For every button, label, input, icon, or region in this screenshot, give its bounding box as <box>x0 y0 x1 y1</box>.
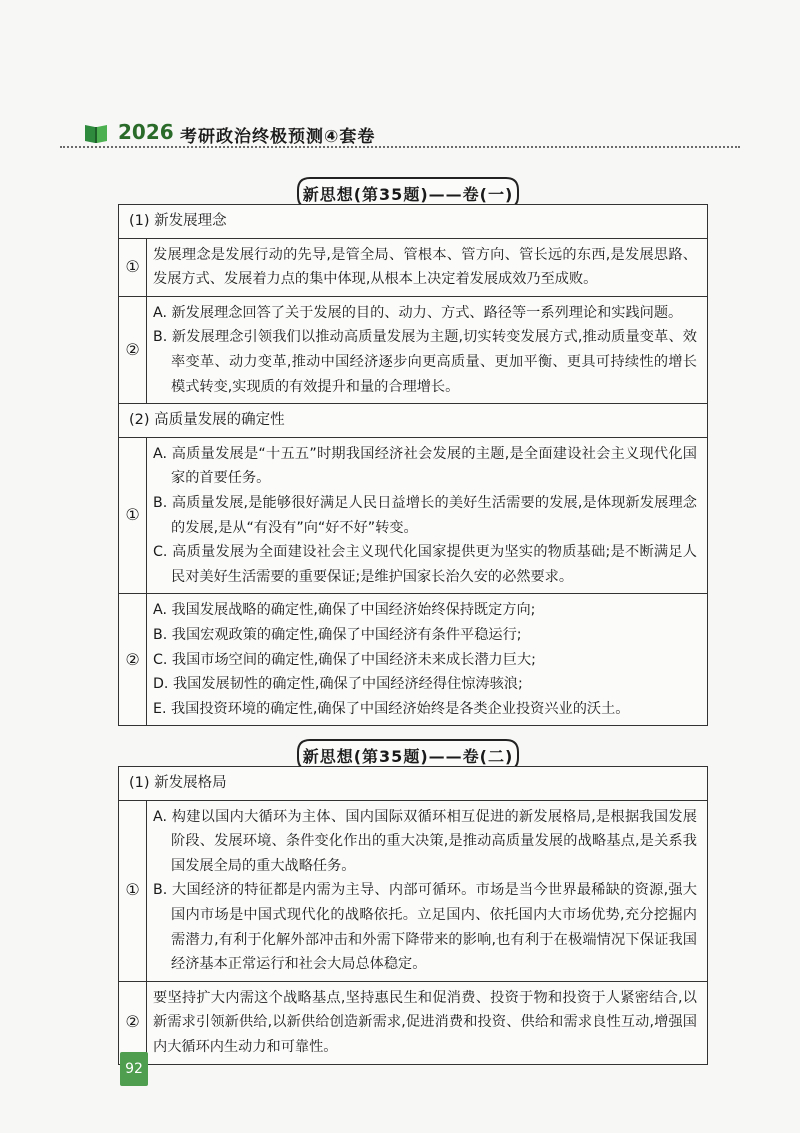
row-marker: ① <box>119 238 147 296</box>
row-marker: ② <box>119 981 147 1064</box>
list-item: B. 新发展理念引领我们以推动高质量发展为主题,切实转变发展方式,推动质量变革、效率变革、动力变革,推动中国经济逐步向更高质量、更加平衡、更具可持续性的增长模式转变,实现质的有效提升和量的合理增长。 <box>153 329 697 395</box>
block-heading: (1) 新发展理念 <box>119 205 708 239</box>
list-item: A. 高质量发展是“十五五”时期我国经济社会发展的主题,是全面建设社会主义现代化国家的首要任务。 <box>153 445 697 487</box>
row-marker: ② <box>119 594 147 726</box>
row-marker: ① <box>119 437 147 594</box>
book-icon <box>84 122 108 144</box>
block-heading: (1) 新发展格局 <box>119 767 708 801</box>
row-text: 发展理念是发展行动的先导,是管全局、管根本、管方向、管长远的东西,是发展思路、发展方式、发展着力点的集中体现,从根本上决定着发展成效乃至成败。 <box>147 238 708 296</box>
header-year: 2026 <box>118 120 174 144</box>
list-item: A. 我国发展战略的确定性,确保了中国经济始终保持既定方向; <box>153 602 536 619</box>
list-item: D. 我国发展韧性的确定性,确保了中国经济经得住惊涛骇浪; <box>153 676 523 693</box>
list-item: B. 高质量发展,是能够很好满足人民日益增长的美好生活需要的发展,是体现新发展理念的发展,是从“有没有”向“好不好”转变。 <box>153 494 697 536</box>
list-item: C. 我国市场空间的确定性,确保了中国经济未来成长潜力巨大; <box>153 651 536 668</box>
header-divider <box>60 146 740 148</box>
list-item: B. 我国宏观政策的确定性,确保了中国经济有条件平稳运行; <box>153 626 522 643</box>
list-item: A. 构建以国内大循环为主体、国内国际双循环相互促进的新发展格局,是根据我国发展阶段、发展环境、条件变化作出的重大决策,是推动高质量发展的战略基点,是关系我国发展全局的重大战略任务。 <box>153 808 697 874</box>
page-number: 92 <box>120 1052 148 1086</box>
section-table-2 <box>118 766 708 1065</box>
list-item: C. 高质量发展为全面建设社会主义现代化国家提供更为坚实的物质基础;是不断满足人民对美好生活需要的重要保证;是维护国家长治久安的必然要求。 <box>153 544 697 585</box>
list-item: E. 我国投资环境的确定性,确保了中国经济始终是各类企业投资兴业的沃土。 <box>153 700 630 717</box>
row-marker: ① <box>119 800 147 981</box>
row-text: 要坚持扩大内需这个战略基点,坚持惠民生和促消费、投资于物和投资于人紧密结合,以新需求引领新供给,以新供给创造新需求,促进消费和投资、供给和需求良性互动,增强国内大循环内生动力和可靠性。 <box>147 981 708 1064</box>
list-item: A. 新发展理念回答了关于发展的目的、动力、方式、路径等一系列理论和实践问题。 <box>153 304 683 321</box>
section-title-1: 新思想(第35题)——卷(一) <box>296 176 520 210</box>
list-item: B. 大国经济的特征都是内需为主导、内部可循环。市场是当今世界最稀缺的资源,强大国内市场是中国式现代化的战略依托。立足国内、依托国内大市场优势,充分挖掘内需潜力,有利于化解外部冲击和外需下降带来的影响,也有利于在极端情况下保证我国经济基本正常运行和社会大局总体稳定。 <box>153 882 697 973</box>
row-marker: ② <box>119 296 147 403</box>
section-title-2: 新思想(第35题)——卷(二) <box>296 738 520 772</box>
header-title: 考研政治终极预测④套卷 <box>180 127 376 147</box>
section-table-1 <box>118 204 708 726</box>
block-heading: (2) 高质量发展的确定性 <box>119 404 708 438</box>
